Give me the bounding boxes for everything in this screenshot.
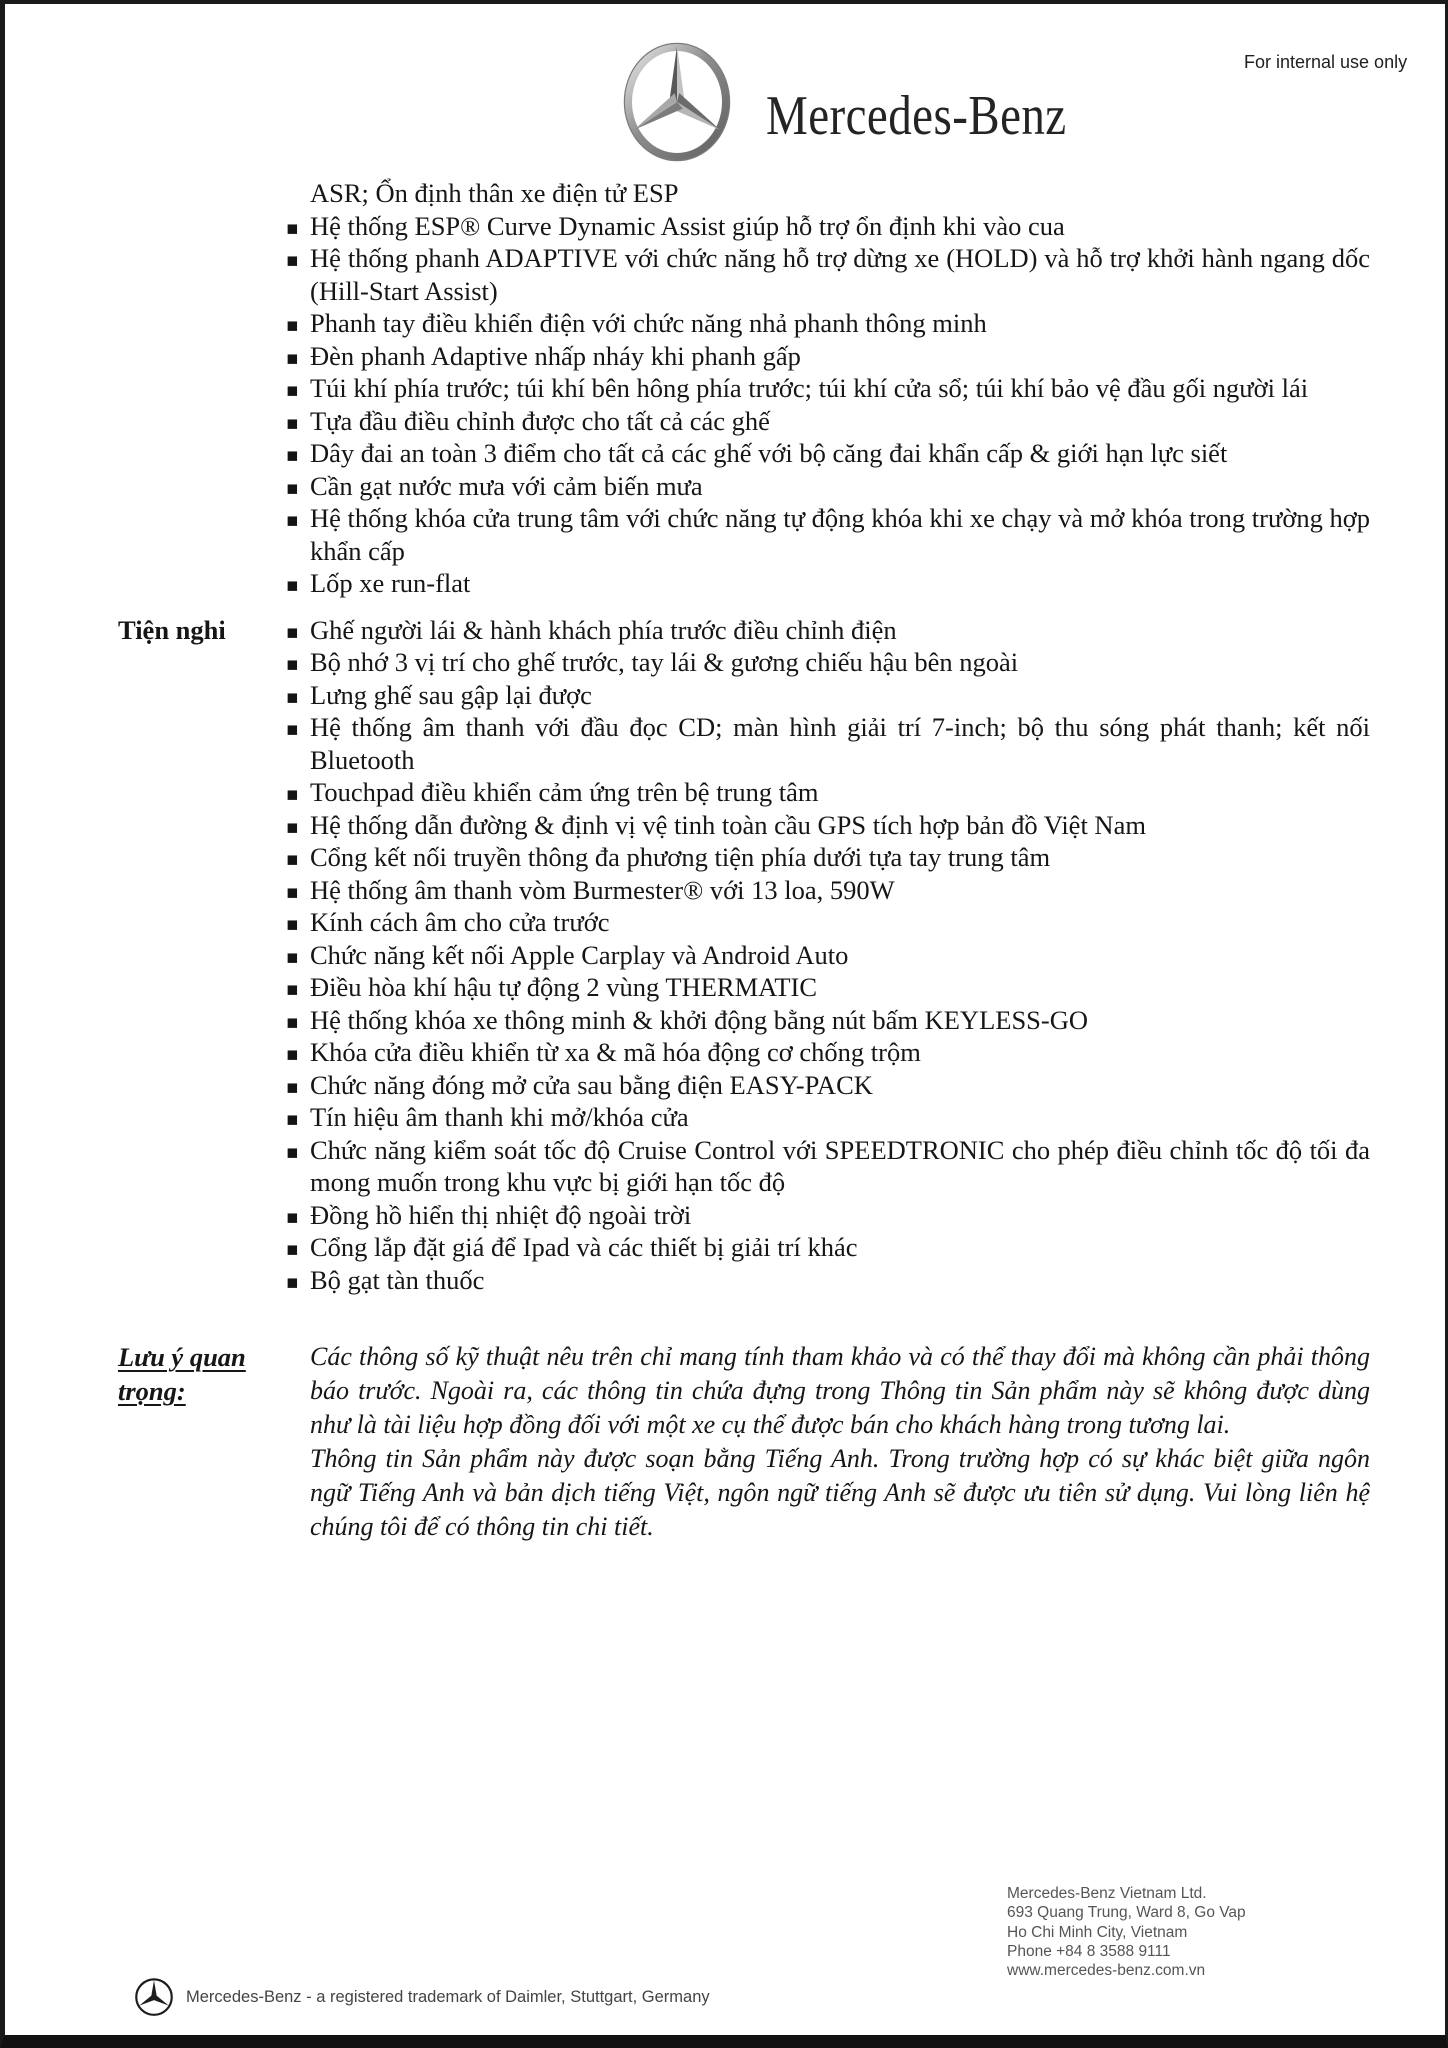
- address-line: 693 Quang Trung, Ward 8, Go Vap: [1007, 1904, 1246, 1922]
- list-item: ▪ Dây đai an toàn 3 điểm cho tất cả các ghế với bộ căng đai khẩn cấp & giới hạn lực siết: [310, 437, 1370, 470]
- list-item: ▪ Cổng kết nối truyền thông đa phương tiện phía dưới tựa tay trung tâm: [310, 841, 1370, 874]
- important-note-label: Lưu ý quan trọng:: [118, 1342, 246, 1406]
- comfort-items-list: [310, 614, 1370, 1297]
- address-line: www.mercedes-benz.com.vn: [1007, 1962, 1206, 1980]
- list-item: ▪ Hệ thống khóa cửa trung tâm với chức năng tự động khóa khi xe chạy và mở khóa trong trường hợp khẩn cấp: [310, 502, 1370, 567]
- wordmark: Mercedes-Benz: [766, 85, 1067, 147]
- list-item: ▪ Chức năng đóng mở cửa sau bằng điện EASY-PACK: [310, 1069, 1370, 1102]
- note-paragraph: Các thông số kỹ thuật nêu trên chỉ mang tính tham khảo và có thể thay đổi mà không cần phải thông báo trước. Ngoài ra, các thông tin chứa đựng trong Thông tin Sản phẩm này sẽ không được dùng như là tài liệu hợp đồng đối với một xe cụ thể được bán cho khách hàng trong tương lai.: [310, 1342, 1370, 1439]
- list-item: ▪ Bộ nhớ 3 vị trí cho ghế trước, tay lái & gương chiếu hậu bên ngoài: [310, 646, 1370, 679]
- list-item: ▪ Tín hiệu âm thanh khi mở/khóa cửa: [310, 1101, 1370, 1134]
- list-item: ▪ Lưng ghế sau gập lại được: [310, 679, 1370, 712]
- list-item: ▪ Phanh tay điều khiển điện với chức năng nhả phanh thông minh: [310, 307, 1370, 340]
- note-paragraph: Thông tin Sản phẩm này được soạn bằng Tiếng Anh. Trong trường hợp có sự khác biệt giữa ngôn ngữ Tiếng Anh và bản dịch tiếng Việt, ngôn ngữ tiếng Anh sẽ được ưu tiên sử dụng. Vui lòng liên hệ chúng tôi để có thông tin chi tiết.: [310, 1444, 1370, 1541]
- mercedes-star-icon: [623, 42, 731, 167]
- list-item: ▪ Hệ thống ESP® Curve Dynamic Assist giúp hỗ trợ ổn định khi vào cua: [310, 210, 1370, 243]
- important-note-row: [118, 1340, 1370, 1544]
- list-item: ▪ Khóa cửa điều khiển từ xa & mã hóa động cơ chống trộm: [310, 1036, 1370, 1069]
- list-item: ▪ Hệ thống dẫn đường & định vị vệ tinh toàn cầu GPS tích hợp bản đồ Việt Nam: [310, 809, 1370, 842]
- main-content: [118, 177, 1370, 1544]
- list-item: ▪ Điều hòa khí hậu tự động 2 vùng THERMATIC: [310, 971, 1370, 1004]
- list-item: ▪ Cần gạt nước mưa với cảm biến mưa: [310, 470, 1370, 503]
- list-item: ▪ Kính cách âm cho cửa trước: [310, 906, 1370, 939]
- continuation-line: ASR; Ổn định thân xe điện tử ESP: [310, 178, 679, 208]
- list-item: ▪ Đồng hồ hiển thị nhiệt độ ngoài trời: [310, 1199, 1370, 1232]
- list-item: ▪ Hệ thống khóa xe thông minh & khởi động bằng nút bấm KEYLESS-GO: [310, 1004, 1370, 1037]
- mercedes-star-outline-icon: [134, 1978, 174, 2023]
- list-item: ▪ Hệ thống âm thanh vòm Burmester® với 13 loa, 590W: [310, 874, 1370, 907]
- list-item: ▪ Bộ gạt tàn thuốc: [310, 1264, 1370, 1297]
- list-item: ▪ Lốp xe run-flat: [310, 567, 1370, 600]
- list-item: ▪ Tựa đầu điều chỉnh được cho tất cả các ghế: [310, 405, 1370, 438]
- footer-address-block: [1007, 1884, 1246, 1980]
- address-line: Mercedes-Benz Vietnam Ltd.: [1007, 1885, 1207, 1902]
- list-item: ▪ Hệ thống phanh ADAPTIVE với chức năng hỗ trợ dừng xe (HOLD) và hỗ trợ khởi hành ngang dốc (Hill-Start Assist): [310, 242, 1370, 307]
- list-item: ▪ Chức năng kết nối Apple Carplay và Android Auto: [310, 939, 1370, 972]
- list-item: ▪ Đèn phanh Adaptive nhấp nháy khi phanh gấp: [310, 340, 1370, 373]
- list-item: ▪ Touchpad điều khiển cảm ứng trên bệ trung tâm: [310, 776, 1370, 809]
- list-item: ▪ Cổng lắp đặt giá để Ipad và các thiết bị giải trí khác: [310, 1231, 1370, 1264]
- comfort-section-label: Tiện nghi: [118, 614, 226, 645]
- comfort-section-row: [118, 614, 1370, 1297]
- list-item: ▪ Hệ thống âm thanh với đầu đọc CD; màn hình giải trí 7-inch; bộ thu sóng phát thanh; kết nối Bluetooth: [310, 711, 1370, 776]
- trademark-note: Mercedes-Benz - a registered trademark of Daimler, Stuttgart, Germany: [186, 1988, 710, 2006]
- important-note-text: [310, 1340, 1370, 1544]
- address-line: Ho Chi Minh City, Vietnam: [1007, 1923, 1188, 1941]
- address-line: Phone +84 8 3588 9111: [1007, 1942, 1171, 1960]
- safety-items-list: [310, 210, 1370, 600]
- list-item: ▪ Túi khí phía trước; túi khí bên hông phía trước; túi khí cửa sổ; túi khí bảo vệ đầu gối người lái: [310, 372, 1370, 405]
- list-item: ▪ Ghế người lái & hành khách phía trước điều chỉnh điện: [310, 614, 1370, 647]
- list-item: ▪ Chức năng kiểm soát tốc độ Cruise Control với SPEEDTRONIC cho phép điều chỉnh tốc độ tối đa mong muốn trong khu vực bị giới hạn tốc độ: [310, 1134, 1370, 1199]
- internal-use-note: For internal use only: [1244, 52, 1408, 72]
- safety-section-row: [118, 177, 1370, 600]
